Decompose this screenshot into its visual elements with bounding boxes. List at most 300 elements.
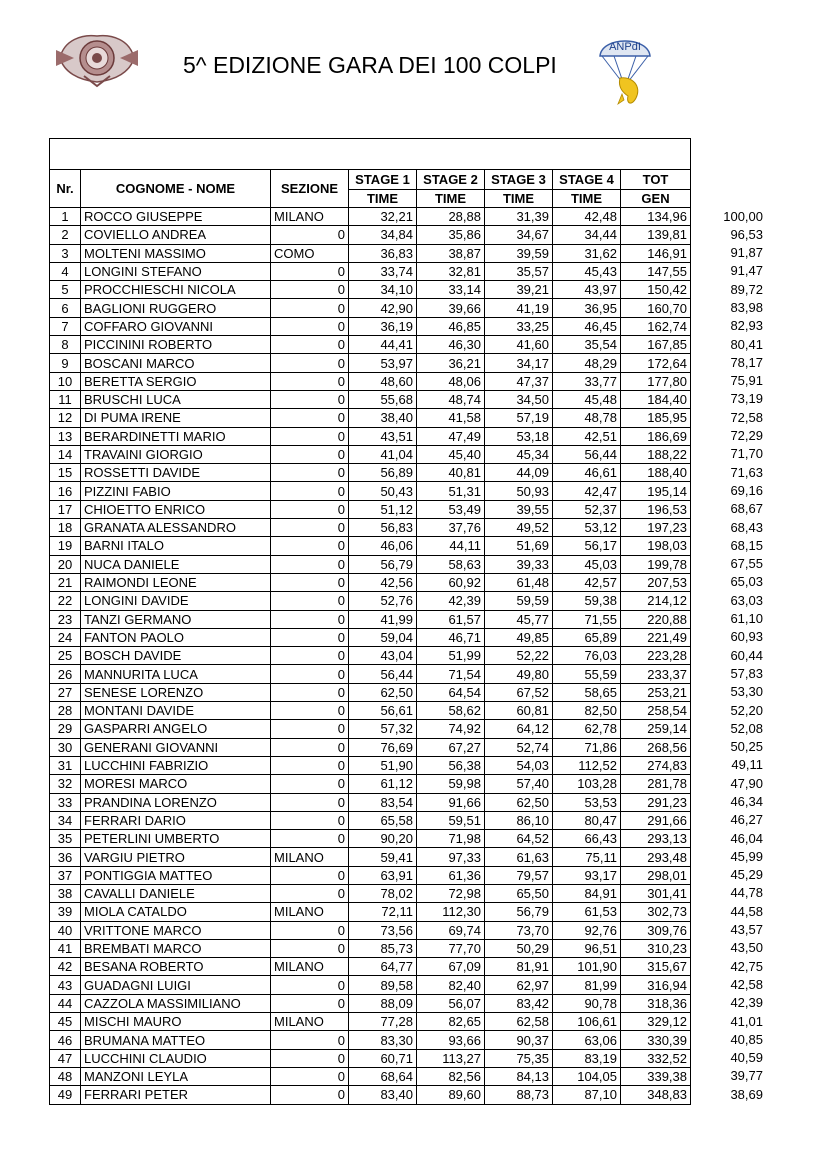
row-stage4: 75,11 <box>553 848 621 866</box>
row-name: BERARDINETTI MARIO <box>81 427 271 445</box>
row-stage3: 57,19 <box>485 409 553 427</box>
row-stage4: 84,91 <box>553 884 621 902</box>
row-stage2: 82,65 <box>417 1013 485 1031</box>
row-percentage: 38,69 <box>730 1086 763 1102</box>
row-percentage: 91,47 <box>730 263 763 279</box>
row-sezione: 0 <box>271 482 349 500</box>
row-stage3: 45,34 <box>485 445 553 463</box>
row-stage4: 66,43 <box>553 830 621 848</box>
table-row <box>50 592 691 610</box>
row-stage2: 112,30 <box>417 903 485 921</box>
row-stage4: 63,06 <box>553 1031 621 1049</box>
row-tot: 339,38 <box>621 1067 691 1085</box>
row-tot: 150,42 <box>621 281 691 299</box>
row-stage1: 59,41 <box>349 848 417 866</box>
row-stage1: 83,40 <box>349 1086 417 1104</box>
row-stage2: 91,66 <box>417 793 485 811</box>
row-stage2: 58,63 <box>417 555 485 573</box>
row-sezione: 0 <box>271 500 349 518</box>
row-stage3: 52,22 <box>485 647 553 665</box>
row-tot: 253,21 <box>621 683 691 701</box>
row-stage2: 58,62 <box>417 702 485 720</box>
row-stage1: 42,90 <box>349 299 417 317</box>
row-tot: 147,55 <box>621 262 691 280</box>
table-row <box>50 665 691 683</box>
row-stage3: 45,77 <box>485 610 553 628</box>
row-stage4: 48,78 <box>553 409 621 427</box>
row-stage3: 90,37 <box>485 1031 553 1049</box>
row-name: LONGINI STEFANO <box>81 262 271 280</box>
row-name: MANNURITA LUCA <box>81 665 271 683</box>
row-stage2: 60,92 <box>417 573 485 591</box>
row-name: BESANA ROBERTO <box>81 958 271 976</box>
row-percentage: 72,58 <box>730 409 763 425</box>
row-stage3: 62,50 <box>485 793 553 811</box>
row-sezione: 0 <box>271 226 349 244</box>
row-name: MONTANI DAVIDE <box>81 702 271 720</box>
row-name: PETERLINI UMBERTO <box>81 830 271 848</box>
results-table <box>49 138 691 1105</box>
row-percentage: 63,03 <box>730 592 763 608</box>
row-name: CHIOETTO ENRICO <box>81 500 271 518</box>
row-stage2: 44,11 <box>417 537 485 555</box>
row-stage2: 28,88 <box>417 208 485 226</box>
row-stage4: 31,62 <box>553 244 621 262</box>
row-stage2: 38,87 <box>417 244 485 262</box>
row-nr: 40 <box>50 921 81 939</box>
row-stage3: 64,52 <box>485 830 553 848</box>
row-stage1: 83,54 <box>349 793 417 811</box>
row-percentage: 46,04 <box>730 830 763 846</box>
row-stage1: 51,12 <box>349 500 417 518</box>
row-stage3: 54,03 <box>485 756 553 774</box>
row-stage1: 78,02 <box>349 884 417 902</box>
row-tot: 199,78 <box>621 555 691 573</box>
row-percentage: 42,75 <box>730 958 763 974</box>
row-stage4: 45,43 <box>553 262 621 280</box>
row-stage1: 57,32 <box>349 720 417 738</box>
row-stage4: 92,76 <box>553 921 621 939</box>
row-name: ROSSETTI DAVIDE <box>81 464 271 482</box>
row-nr: 39 <box>50 903 81 921</box>
row-stage4: 52,37 <box>553 500 621 518</box>
row-percentage: 53,30 <box>730 684 763 700</box>
row-nr: 4 <box>50 262 81 280</box>
row-stage4: 53,12 <box>553 519 621 537</box>
row-nr: 48 <box>50 1067 81 1085</box>
percentage-column <box>693 208 763 1105</box>
table-title-row <box>50 139 691 170</box>
table-row <box>50 720 691 738</box>
row-stage3: 47,37 <box>485 372 553 390</box>
row-nr: 25 <box>50 647 81 665</box>
row-stage3: 34,67 <box>485 226 553 244</box>
table-row <box>50 573 691 591</box>
row-nr: 37 <box>50 866 81 884</box>
row-name: PONTIGGIA MATTEO <box>81 866 271 884</box>
row-stage2: 32,81 <box>417 262 485 280</box>
row-name: PICCININI ROBERTO <box>81 336 271 354</box>
row-stage1: 43,51 <box>349 427 417 445</box>
row-stage1: 72,11 <box>349 903 417 921</box>
row-nr: 23 <box>50 610 81 628</box>
row-stage3: 61,48 <box>485 573 553 591</box>
row-percentage: 45,29 <box>730 867 763 883</box>
row-name: LUCCHINI FABRIZIO <box>81 756 271 774</box>
row-sezione: 0 <box>271 537 349 555</box>
row-name: GENERANI GIOVANNI <box>81 738 271 756</box>
row-stage3: 34,50 <box>485 390 553 408</box>
row-name: GUADAGNI LUIGI <box>81 976 271 994</box>
row-stage3: 86,10 <box>485 811 553 829</box>
row-percentage: 78,17 <box>730 354 763 370</box>
row-stage2: 56,07 <box>417 994 485 1012</box>
row-stage1: 85,73 <box>349 939 417 957</box>
row-name: BOSCANI MARCO <box>81 354 271 372</box>
row-sezione: 0 <box>271 756 349 774</box>
row-tot: 315,67 <box>621 958 691 976</box>
row-name: MOLTENI MASSIMO <box>81 244 271 262</box>
row-sezione: MILANO <box>271 208 349 226</box>
row-stage4: 42,47 <box>553 482 621 500</box>
row-sezione: 0 <box>271 519 349 537</box>
row-stage2: 56,38 <box>417 756 485 774</box>
row-name: CAVALLI DANIELE <box>81 884 271 902</box>
row-stage2: 37,76 <box>417 519 485 537</box>
row-stage2: 45,40 <box>417 445 485 463</box>
row-sezione: 0 <box>271 738 349 756</box>
row-percentage: 82,93 <box>730 318 763 334</box>
row-name: BARNI ITALO <box>81 537 271 555</box>
row-stage1: 41,04 <box>349 445 417 463</box>
row-stage2: 51,31 <box>417 482 485 500</box>
row-tot: 258,54 <box>621 702 691 720</box>
row-nr: 32 <box>50 775 81 793</box>
row-nr: 34 <box>50 811 81 829</box>
row-stage1: 83,30 <box>349 1031 417 1049</box>
row-percentage: 50,25 <box>730 739 763 755</box>
row-stage4: 71,55 <box>553 610 621 628</box>
table-row <box>50 884 691 902</box>
row-stage4: 42,51 <box>553 427 621 445</box>
table-row <box>50 1013 691 1031</box>
row-nr: 21 <box>50 573 81 591</box>
row-sezione: 0 <box>271 811 349 829</box>
row-sezione: 0 <box>271 976 349 994</box>
row-tot: 188,40 <box>621 464 691 482</box>
row-name: FERRARI DARIO <box>81 811 271 829</box>
row-sezione: 0 <box>271 1086 349 1104</box>
row-stage4: 103,28 <box>553 775 621 793</box>
row-tot: 207,53 <box>621 573 691 591</box>
row-stage1: 56,44 <box>349 665 417 683</box>
row-stage1: 36,83 <box>349 244 417 262</box>
row-stage4: 33,77 <box>553 372 621 390</box>
row-stage1: 52,76 <box>349 592 417 610</box>
row-sezione: 0 <box>271 409 349 427</box>
row-name: BERETTA SERGIO <box>81 372 271 390</box>
row-tot: 259,14 <box>621 720 691 738</box>
row-nr: 3 <box>50 244 81 262</box>
row-tot: 134,96 <box>621 208 691 226</box>
row-stage2: 71,98 <box>417 830 485 848</box>
row-percentage: 71,70 <box>730 446 763 462</box>
row-percentage: 39,77 <box>730 1068 763 1084</box>
table-row <box>50 390 691 408</box>
row-percentage: 40,85 <box>730 1031 763 1047</box>
row-stage3: 84,13 <box>485 1067 553 1085</box>
row-stage2: 42,39 <box>417 592 485 610</box>
row-tot: 316,94 <box>621 976 691 994</box>
row-stage2: 41,58 <box>417 409 485 427</box>
row-stage1: 61,12 <box>349 775 417 793</box>
row-stage3: 64,12 <box>485 720 553 738</box>
header-stage1: STAGE 1 <box>349 170 417 190</box>
row-nr: 24 <box>50 628 81 646</box>
table-row <box>50 409 691 427</box>
row-percentage: 42,58 <box>730 976 763 992</box>
row-nr: 16 <box>50 482 81 500</box>
row-name: RAIMONDI LEONE <box>81 573 271 591</box>
row-percentage: 68,43 <box>730 519 763 535</box>
row-stage3: 53,18 <box>485 427 553 445</box>
table-row <box>50 226 691 244</box>
row-stage4: 36,95 <box>553 299 621 317</box>
table-row <box>50 500 691 518</box>
row-percentage: 52,20 <box>730 702 763 718</box>
row-name: DI PUMA IRENE <box>81 409 271 427</box>
row-stage4: 56,44 <box>553 445 621 463</box>
row-nr: 28 <box>50 702 81 720</box>
row-nr: 6 <box>50 299 81 317</box>
row-tot: 184,40 <box>621 390 691 408</box>
row-stage2: 77,70 <box>417 939 485 957</box>
row-nr: 42 <box>50 958 81 976</box>
row-stage2: 61,57 <box>417 610 485 628</box>
row-stage4: 35,54 <box>553 336 621 354</box>
header-tot: TOT <box>621 170 691 190</box>
row-tot: 177,80 <box>621 372 691 390</box>
table-row <box>50 756 691 774</box>
row-sezione: 0 <box>271 427 349 445</box>
row-nr: 10 <box>50 372 81 390</box>
header-sezione: SEZIONE <box>271 170 349 208</box>
row-stage3: 88,73 <box>485 1086 553 1104</box>
row-tot: 146,91 <box>621 244 691 262</box>
row-tot: 198,03 <box>621 537 691 555</box>
row-stage1: 89,58 <box>349 976 417 994</box>
header-name: COGNOME - NOME <box>81 170 271 208</box>
table-row <box>50 683 691 701</box>
table-row <box>50 262 691 280</box>
row-sezione: 0 <box>271 921 349 939</box>
row-nr: 27 <box>50 683 81 701</box>
row-stage4: 80,47 <box>553 811 621 829</box>
table-row <box>50 354 691 372</box>
row-tot: 197,23 <box>621 519 691 537</box>
row-nr: 2 <box>50 226 81 244</box>
table-row <box>50 738 691 756</box>
row-stage4: 42,48 <box>553 208 621 226</box>
row-percentage: 83,98 <box>730 299 763 315</box>
row-nr: 17 <box>50 500 81 518</box>
row-nr: 29 <box>50 720 81 738</box>
row-stage1: 73,56 <box>349 921 417 939</box>
row-sezione: 0 <box>271 1067 349 1085</box>
row-stage3: 57,40 <box>485 775 553 793</box>
table-row <box>50 519 691 537</box>
row-tot: 293,48 <box>621 848 691 866</box>
row-tot: 223,28 <box>621 647 691 665</box>
row-nr: 22 <box>50 592 81 610</box>
row-stage1: 33,74 <box>349 262 417 280</box>
header-stage2: STAGE 2 <box>417 170 485 190</box>
row-stage3: 65,50 <box>485 884 553 902</box>
row-stage1: 55,68 <box>349 390 417 408</box>
row-percentage: 60,93 <box>730 629 763 645</box>
row-sezione: MILANO <box>271 1013 349 1031</box>
row-percentage: 40,59 <box>730 1050 763 1066</box>
row-stage1: 60,71 <box>349 1049 417 1067</box>
row-stage4: 65,89 <box>553 628 621 646</box>
table-row <box>50 1031 691 1049</box>
header-time-3: TIME <box>485 190 553 208</box>
row-stage3: 39,59 <box>485 244 553 262</box>
row-sezione: 0 <box>271 390 349 408</box>
table-row <box>50 537 691 555</box>
row-name: MIOLA CATALDO <box>81 903 271 921</box>
anpdi-parachute-logo <box>592 26 658 108</box>
row-nr: 7 <box>50 317 81 335</box>
row-stage4: 59,38 <box>553 592 621 610</box>
row-stage4: 45,48 <box>553 390 621 408</box>
row-stage2: 39,66 <box>417 299 485 317</box>
row-stage3: 81,91 <box>485 958 553 976</box>
row-percentage: 89,72 <box>730 281 763 297</box>
row-sezione: 0 <box>271 555 349 573</box>
table-row <box>50 958 691 976</box>
row-nr: 36 <box>50 848 81 866</box>
row-stage2: 46,85 <box>417 317 485 335</box>
row-tot: 188,22 <box>621 445 691 463</box>
row-name: COVIELLO ANDREA <box>81 226 271 244</box>
row-stage1: 64,77 <box>349 958 417 976</box>
header-time-2: TIME <box>417 190 485 208</box>
row-percentage: 43,50 <box>730 940 763 956</box>
row-stage4: 87,10 <box>553 1086 621 1104</box>
row-tot: 309,76 <box>621 921 691 939</box>
header-nr: Nr. <box>50 170 81 208</box>
row-percentage: 42,39 <box>730 995 763 1011</box>
row-stage4: 106,61 <box>553 1013 621 1031</box>
row-sezione: 0 <box>271 573 349 591</box>
row-percentage: 43,57 <box>730 922 763 938</box>
row-sezione: 0 <box>271 939 349 957</box>
row-nr: 18 <box>50 519 81 537</box>
row-tot: 186,69 <box>621 427 691 445</box>
row-name: TANZI GERMANO <box>81 610 271 628</box>
row-stage2: 113,27 <box>417 1049 485 1067</box>
row-nr: 33 <box>50 793 81 811</box>
row-stage1: 56,89 <box>349 464 417 482</box>
row-nr: 35 <box>50 830 81 848</box>
table-row <box>50 299 691 317</box>
row-name: BRUSCHI LUCA <box>81 390 271 408</box>
row-tot: 329,12 <box>621 1013 691 1031</box>
row-stage3: 41,19 <box>485 299 553 317</box>
row-nr: 8 <box>50 336 81 354</box>
row-stage2: 69,74 <box>417 921 485 939</box>
row-nr: 1 <box>50 208 81 226</box>
row-sezione: MILANO <box>271 903 349 921</box>
row-stage3: 35,57 <box>485 262 553 280</box>
row-stage4: 42,57 <box>553 573 621 591</box>
table-row <box>50 482 691 500</box>
row-stage3: 62,58 <box>485 1013 553 1031</box>
row-tot: 302,73 <box>621 903 691 921</box>
row-name: PRANDINA LORENZO <box>81 793 271 811</box>
row-name: LUCCHINI CLAUDIO <box>81 1049 271 1067</box>
row-tot: 310,23 <box>621 939 691 957</box>
row-stage2: 89,60 <box>417 1086 485 1104</box>
row-stage2: 82,40 <box>417 976 485 994</box>
row-name: FANTON PAOLO <box>81 628 271 646</box>
row-stage2: 67,09 <box>417 958 485 976</box>
row-stage1: 38,40 <box>349 409 417 427</box>
row-sezione: 0 <box>271 464 349 482</box>
row-stage4: 90,78 <box>553 994 621 1012</box>
row-stage1: 48,60 <box>349 372 417 390</box>
table-row <box>50 702 691 720</box>
row-sezione: 0 <box>271 262 349 280</box>
row-percentage: 73,19 <box>730 391 763 407</box>
row-stage2: 53,49 <box>417 500 485 518</box>
row-stage1: 77,28 <box>349 1013 417 1031</box>
row-percentage: 44,78 <box>730 885 763 901</box>
row-nr: 47 <box>50 1049 81 1067</box>
row-percentage: 46,27 <box>730 812 763 828</box>
row-nr: 49 <box>50 1086 81 1104</box>
row-stage4: 101,90 <box>553 958 621 976</box>
row-stage2: 72,98 <box>417 884 485 902</box>
table-row <box>50 1049 691 1067</box>
row-stage3: 59,59 <box>485 592 553 610</box>
table-row <box>50 903 691 921</box>
row-stage2: 35,86 <box>417 226 485 244</box>
row-stage4: 34,44 <box>553 226 621 244</box>
row-stage2: 71,54 <box>417 665 485 683</box>
row-name: SENESE LORENZO <box>81 683 271 701</box>
row-stage1: 56,79 <box>349 555 417 573</box>
row-stage2: 40,81 <box>417 464 485 482</box>
row-percentage: 96,53 <box>730 226 763 242</box>
row-tot: 162,74 <box>621 317 691 335</box>
table-row <box>50 976 691 994</box>
row-name: BREMBATI MARCO <box>81 939 271 957</box>
row-name: ROCCO GIUSEPPE <box>81 208 271 226</box>
row-sezione: 0 <box>271 884 349 902</box>
row-nr: 43 <box>50 976 81 994</box>
row-stage3: 73,70 <box>485 921 553 939</box>
row-nr: 12 <box>50 409 81 427</box>
row-stage1: 50,43 <box>349 482 417 500</box>
row-stage1: 63,91 <box>349 866 417 884</box>
row-stage3: 50,29 <box>485 939 553 957</box>
table-row <box>50 427 691 445</box>
row-stage4: 104,05 <box>553 1067 621 1085</box>
table-row <box>50 1067 691 1085</box>
row-stage3: 39,55 <box>485 500 553 518</box>
